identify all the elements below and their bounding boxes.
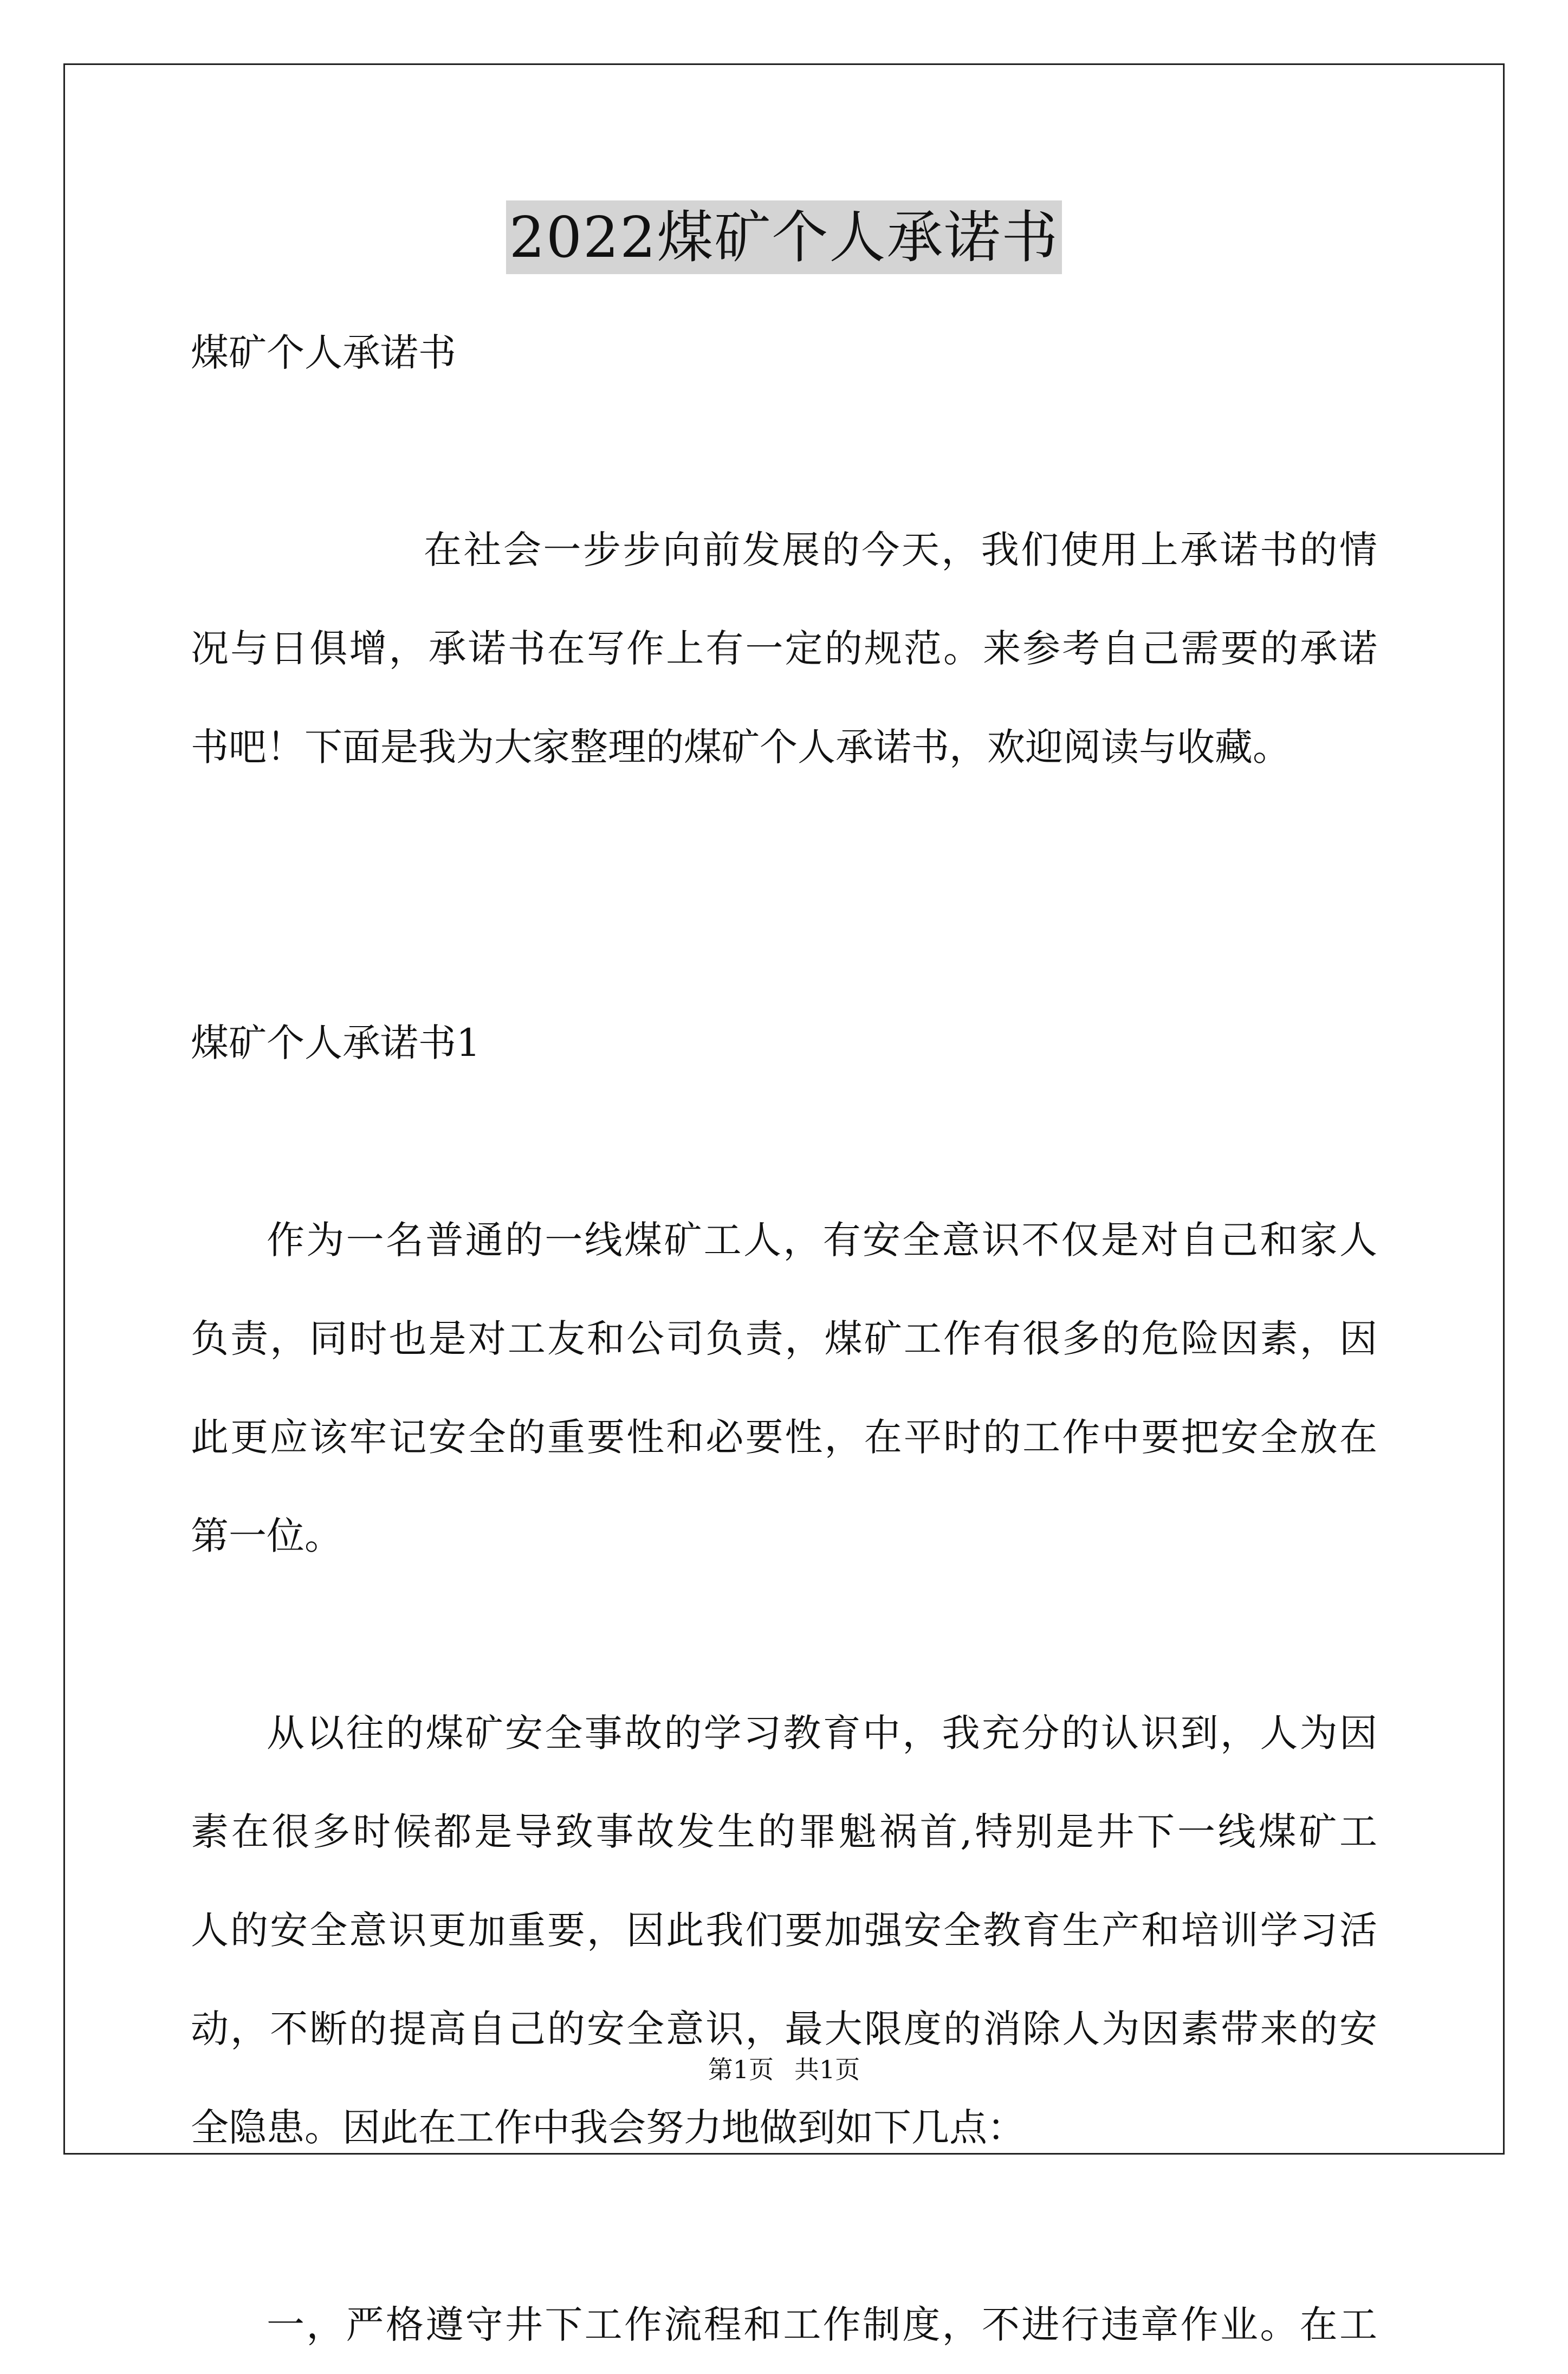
- spacer: [191, 796, 1377, 895]
- spacer: [191, 895, 1377, 994]
- paragraph-line: 作为一名普通的一线煤矿工人，有安全意识不仅是对自己和家人: [267, 1218, 1377, 1262]
- document-title: 2022煤矿个人承诺书: [506, 200, 1062, 274]
- intro-line: 书吧！下面是我为大家整理的煤矿个人承诺书，欢迎阅读与收藏。: [191, 725, 1291, 769]
- intro-line: 在社会一步步向前发展的今天，我们使用上承诺书的情: [424, 528, 1377, 572]
- page-footer: [0, 2053, 1568, 2086]
- spacer: [191, 1585, 1377, 1684]
- intro-line: 况与日俱增，承诺书在写作上有一定的规范。来参考自己需要的承诺: [191, 626, 1377, 671]
- paragraph-line: 第一位。: [191, 1514, 342, 1558]
- paragraph-line: 动，不断的提高自己的安全意识，最大限度的消除人为因素带来的安: [191, 2007, 1377, 2051]
- section-heading: 煤矿个人承诺书1: [191, 1021, 481, 1065]
- paragraph-line: 一，严格遵守井下工作流程和工作制度，不进行违章作业。在工: [267, 2302, 1377, 2347]
- paragraph-line: 负责，同时也是对工友和公司负责，煤矿工作有很多的危险因素，因: [191, 1316, 1377, 1361]
- paragraph-line: 全隐患。因此在工作中我会努力地做到如下几点：: [191, 2105, 1025, 2150]
- title-container: [0, 200, 1568, 274]
- spacer: [191, 2177, 1377, 2275]
- page-number: 第1页: [708, 2055, 774, 2084]
- paragraph-line: 人的安全意识更加重要，因此我们要加强安全教育生产和培训学习活: [191, 1908, 1377, 1953]
- paragraph-line: 从以往的煤矿安全事故的学习教育中，我充分的认识到，人为因: [267, 1711, 1377, 1755]
- paragraph-line: 素在很多时候都是导致事故发生的罪魁祸首,特别是井下一线煤矿工: [191, 1809, 1377, 1854]
- page-total: 共1页: [794, 2055, 860, 2084]
- spacer: [191, 1092, 1377, 1191]
- spacer: [191, 402, 1377, 501]
- subtitle: 煤矿个人承诺书: [191, 330, 456, 375]
- paragraph-line: 此更应该牢记安全的重要性和必要性，在平时的工作中要把安全放在: [191, 1415, 1377, 1460]
